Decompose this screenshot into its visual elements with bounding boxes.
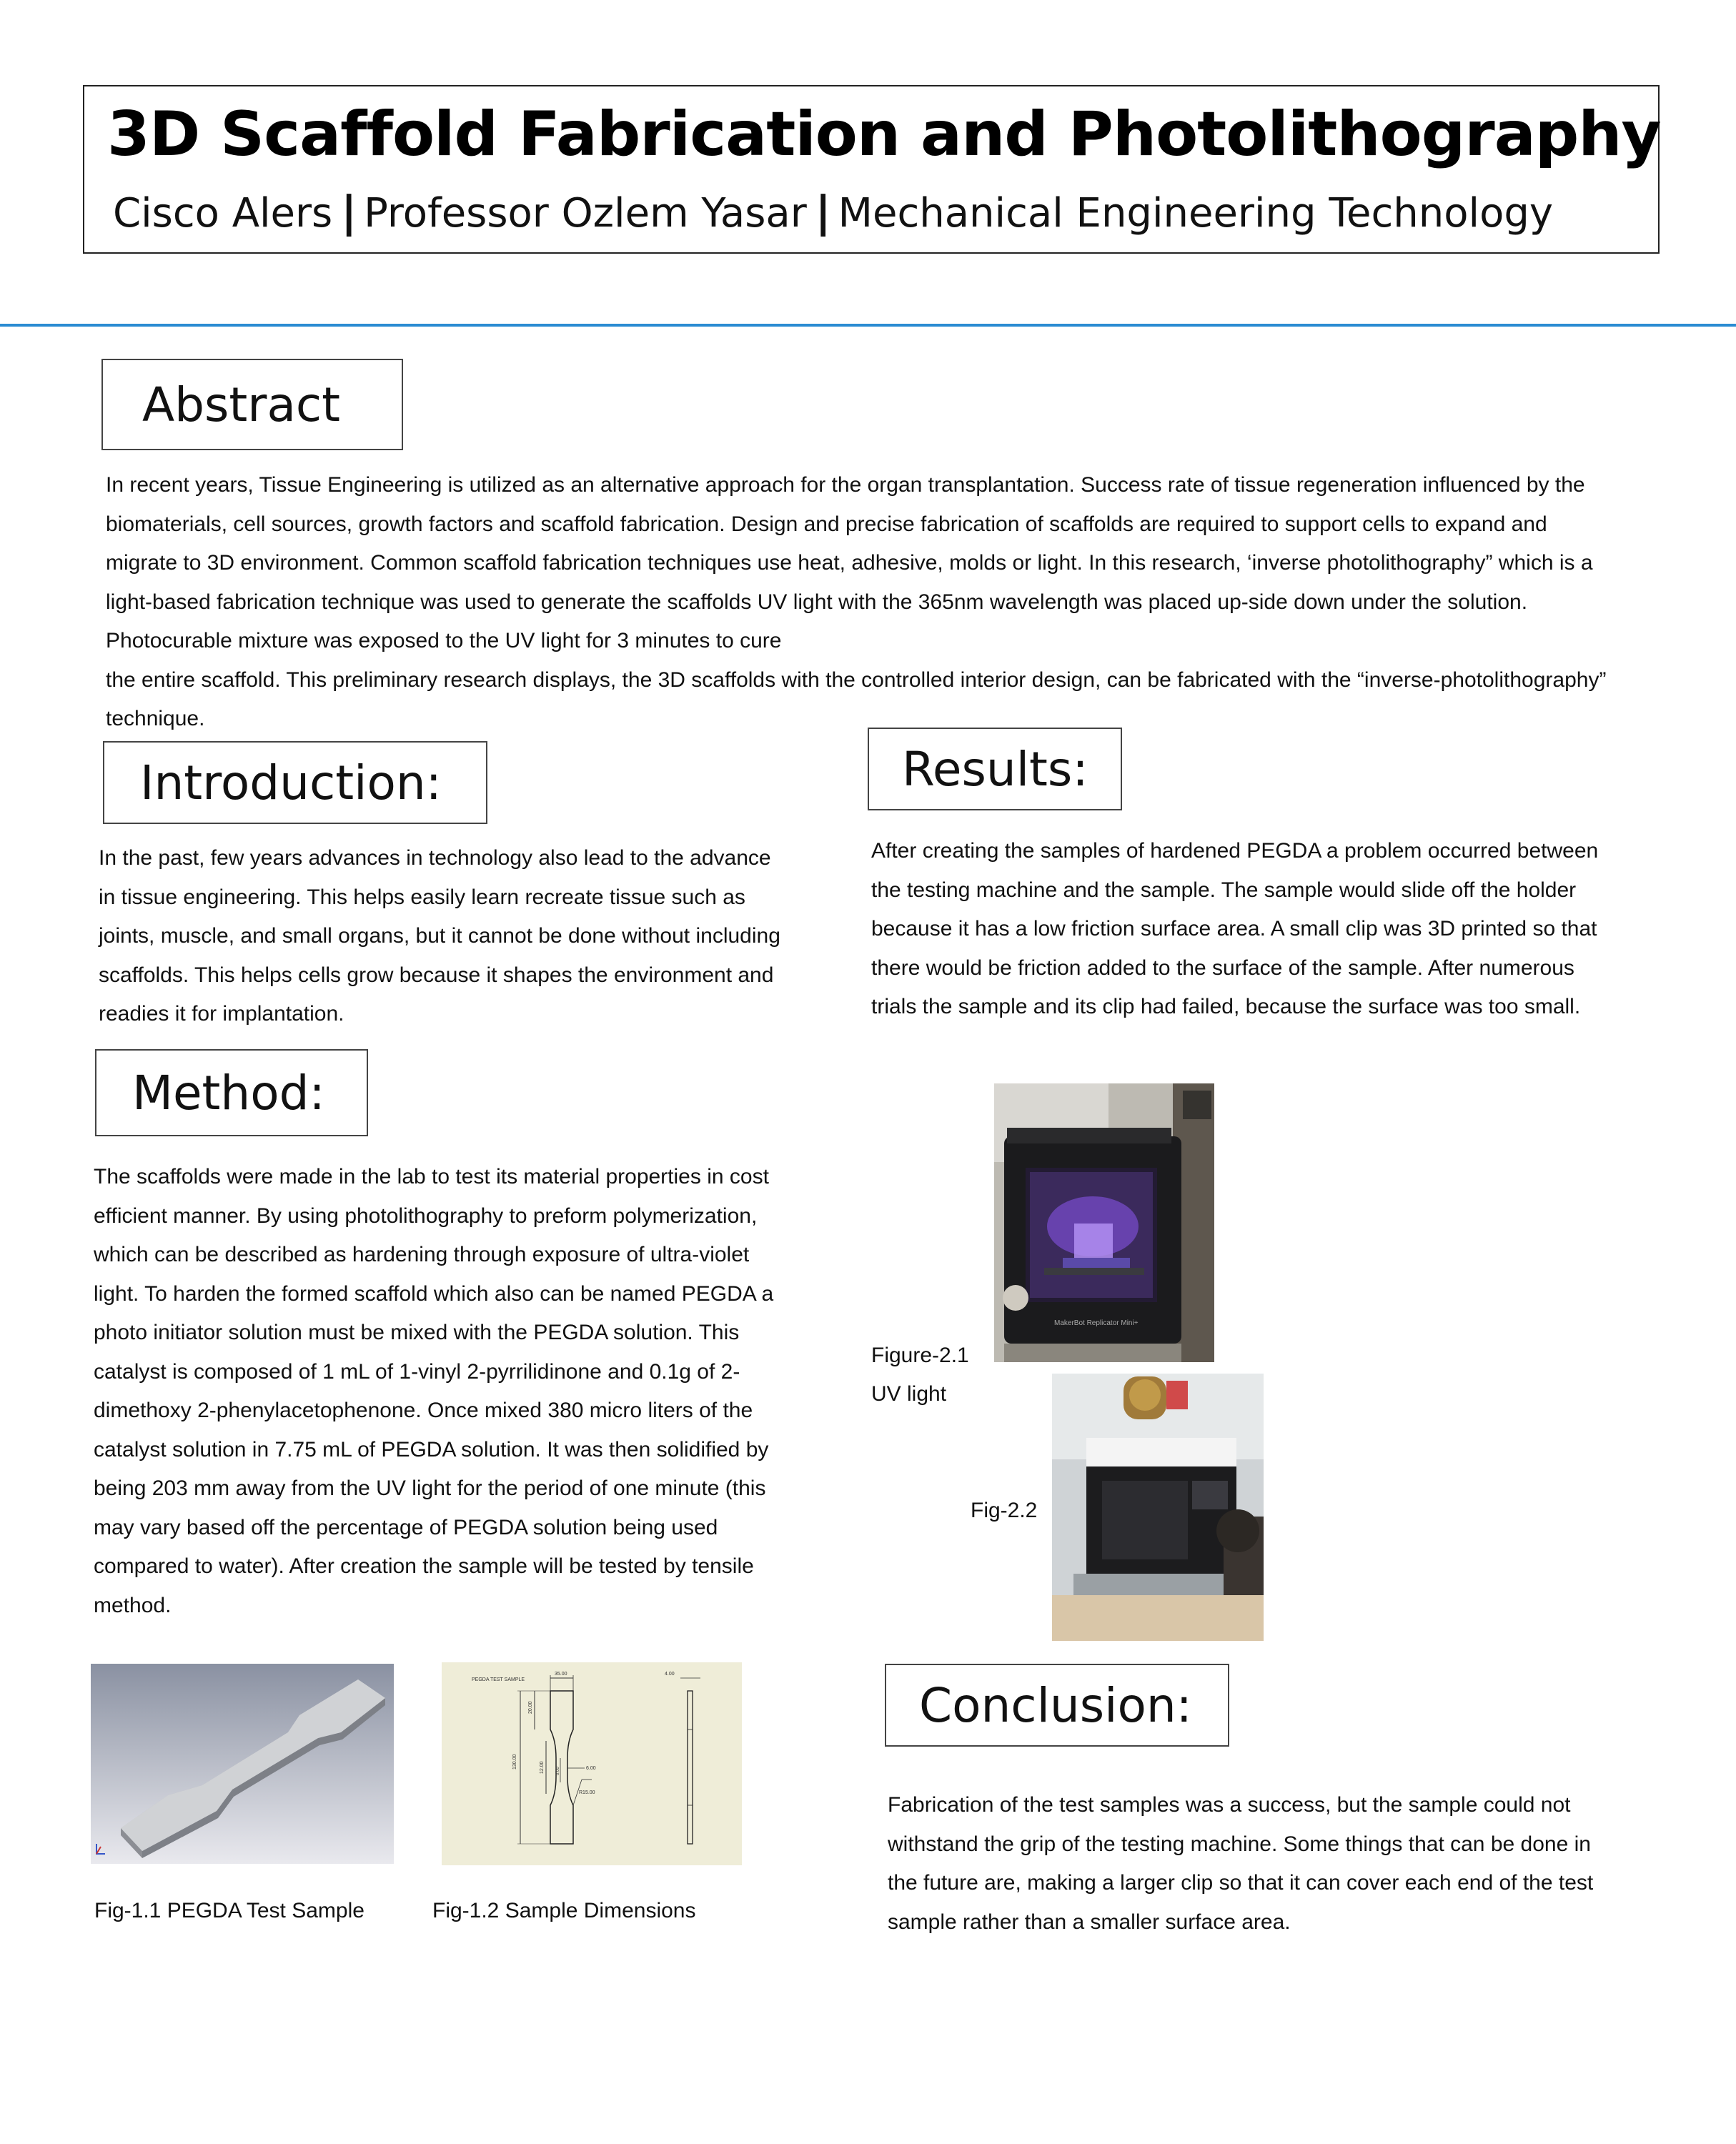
results-heading: Results:	[902, 741, 1088, 797]
drawing-radius-dim: R15.00	[579, 1790, 595, 1795]
advisor-name: Professor Ozlem Yasar	[364, 190, 807, 237]
fig-2-2-image	[1052, 1374, 1264, 1641]
abstract-heading-box	[101, 359, 403, 450]
drawing-neck-dim: 0.00	[556, 1767, 560, 1775]
abstract-text	[106, 466, 1620, 739]
fig-2-1-caption	[871, 1336, 969, 1414]
fig-1-1-image	[91, 1664, 394, 1864]
fig-2-1-caption-line-2: UV light	[871, 1382, 947, 1406]
header-divider	[0, 324, 1736, 327]
drawing-total-dim: 130.00	[512, 1754, 517, 1770]
results-text: After creating the samples of hardened PEGDA a problem occurred between the testing machine and the sample. The sample would slide off the holder because it has a low friction surface area. A small clip was 3D printed so that there would be friction added to the surface of the sample. After numerous trials the sample and its clip had failed, because the surface was too small.	[871, 839, 1599, 1018]
department-separator: |	[815, 187, 831, 237]
fig-2-1-image	[994, 1083, 1214, 1362]
fig-1-2-caption: Fig-1.2 Sample Dimensions	[432, 1899, 696, 1922]
method-heading-box	[95, 1049, 368, 1136]
conclusion-heading-box	[885, 1664, 1229, 1747]
abstract-paragraph-2: the entire scaffold. This preliminary research displays, the 3D scaffolds with the controlled interior design, can be fabricated with the “inverse-photolithography” technique.	[106, 667, 1607, 730]
fig-1-2-image	[442, 1662, 742, 1865]
poster-title: 3D Scaffold Fabrication and Photolithography	[107, 99, 1661, 170]
uv-printer-photo	[994, 1083, 1214, 1362]
fig-1-1-caption: Fig-1.1 PEGDA Test Sample	[94, 1899, 364, 1922]
tensile-sample-render	[91, 1664, 394, 1864]
conclusion-heading: Conclusion:	[919, 1677, 1192, 1733]
drawing-thickness-dim: 4.00	[665, 1672, 675, 1677]
department-name: Mechanical Engineering Technology	[838, 190, 1554, 237]
drawing-narrow-dim: 6.00	[586, 1766, 596, 1771]
sample-dimension-drawing	[442, 1662, 742, 1865]
author-separator: |	[341, 187, 357, 237]
fig-2-2-caption: Fig-2.2	[971, 1499, 1038, 1522]
abstract-heading: Abstract	[142, 377, 341, 432]
drawing-gauge-dim: 12.00	[540, 1761, 545, 1774]
results-heading-box	[868, 728, 1122, 810]
introduction-heading: Introduction:	[140, 755, 442, 810]
drawing-title: PEGDA TEST SAMPLE	[472, 1677, 525, 1682]
printer-brand-label: MakerBot Replicator Mini+	[1054, 1319, 1139, 1327]
drawing-grip-dim: 20.00	[528, 1701, 533, 1714]
drawing-width-dim: 35.00	[555, 1672, 567, 1677]
method-heading: Method:	[132, 1065, 325, 1121]
introduction-text: In the past, few years advances in technology also lead to the advance in tissue engineering. This helps easily learn recreate tissue such as joints, muscle, and small organs, but it cannot be done without including scaffolds. This helps cells grow because it shapes the environment and readies it for implantation.	[99, 846, 780, 1026]
conclusion-text: Fabrication of the test samples was a success, but the sample could not withstand the grip of the testing machine. Some things that can be done in the future are, making a larger clip so that it can cover each end of the test sample rather than a smaller surface area.	[888, 1793, 1594, 1934]
author-line	[113, 187, 1553, 237]
abstract-paragraph-1: In recent years, Tissue Engineering is utilized as an alternative approach for the organ transplantation. Success rate of tissue regeneration influenced by the biomaterials, cell sources, growth factors and scaffold fabrication. Design and precise fabrication of scaffolds are required to support cells to expand and migrate to 3D environment. Common scaffold fabrication techniques use heat, adhesive, molds or light. In this research, ‘inverse photolithography” which is a light-based fabrication technique was used to generate the scaffolds UV light with the 365nm wavelength was placed up-side down under the solution. Photocurable mixture was exposed to the UV light for 3 minutes to cure	[106, 473, 1593, 652]
fig-2-1-caption-line-1: Figure-2.1	[871, 1344, 969, 1367]
method-text: The scaffolds were made in the lab to test its material properties in cost efficient manner. By using photolithography to preform polymerization, which can be described as hardening through exposure of ultra-violet light. To harden the formed scaffold which also can be named PEGDA a photo initiator solution must be mixed with the PEGDA solution. This catalyst is composed of 1 mL of 1-vinyl 2-pyrrilidinone and 0.1g of 2-dimethoxy 2-phenylacetophenone. Once mixed 380 micro liters of the catalyst solution in 7.75 mL of PEGDA solution. It was then solidified by being 203 mm away from the UV light for the period of one minute (this may vary based off the percentage of PEGDA solution being used compared to water). After creation the sample will be tested by tensile method.	[94, 1165, 774, 1617]
introduction-heading-box	[103, 741, 487, 824]
printer-photo-2	[1052, 1374, 1264, 1641]
author-name: Cisco Alers	[113, 190, 333, 237]
